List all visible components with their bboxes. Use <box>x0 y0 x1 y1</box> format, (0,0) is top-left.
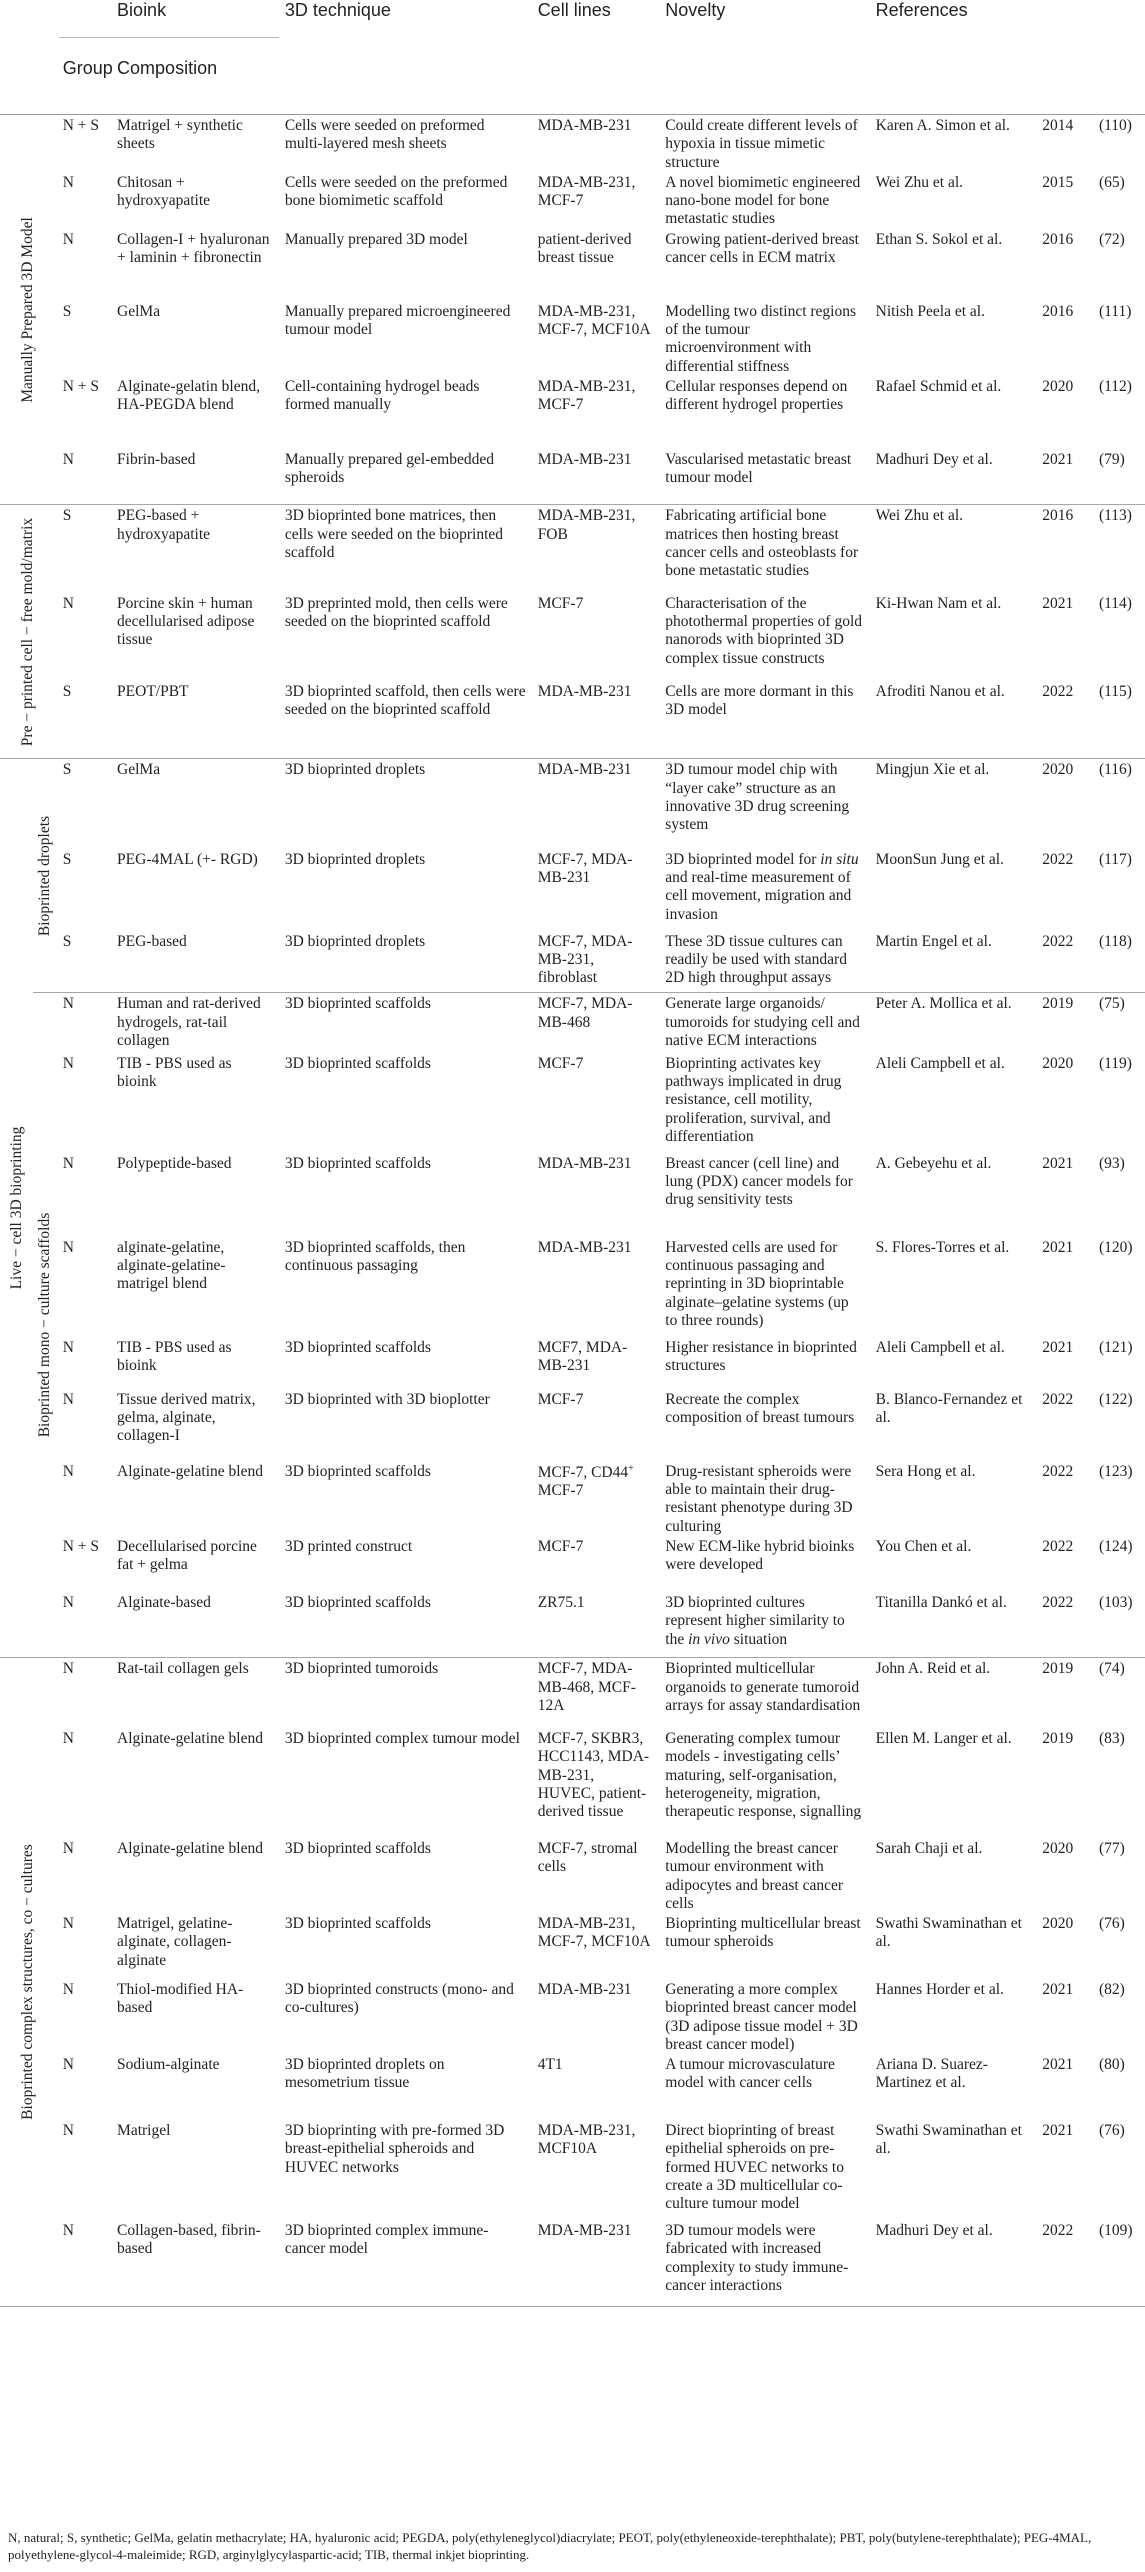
cell-novelty: A tumour microvasculature model with cancer cells <box>665 2056 835 2092</box>
cell-lines: MDA-MB-231, FOB <box>537 507 636 543</box>
cell-lines: MCF-7, MDA-MB-468, MCF-12A <box>537 1660 636 1714</box>
cell-technique: Cells were seeded on preformed multi-layered mesh sheets <box>284 117 485 153</box>
cell-year: 2020 <box>1042 761 1074 779</box>
cell-group: N <box>62 1462 74 1480</box>
cell-lines: MDA-MB-231 <box>537 761 632 779</box>
cell-author: A. Gebeyehu et al. <box>875 1154 992 1172</box>
cell-lines: MCF-7 <box>537 594 584 612</box>
cell-author: Wei Zhu et al. <box>875 507 964 525</box>
cell-group: N <box>62 173 74 191</box>
cell-novelty: New ECM-like hybrid bioinks were developed <box>665 1537 855 1574</box>
cell-technique: 3D bioprinted complex tumour model <box>284 1729 520 1747</box>
cell-composition: Polypeptide-based <box>117 1154 232 1172</box>
cell-lines: MCF7, MDA-MB-231 <box>537 1338 628 1375</box>
cell-technique: Cell-containing hydrogel beads formed manually <box>284 377 480 414</box>
header-composition: Composition <box>111 38 279 115</box>
cell-ref: (80) <box>1098 2056 1125 2074</box>
cell-composition: Thiol-modified HA-based <box>117 1981 244 2017</box>
cell-composition: Alginate-based <box>111 1592 279 1658</box>
table-row <box>0 593 1145 681</box>
cell-composition: Human and rat-derived hydrogels, rat-tail collagen <box>117 995 261 1049</box>
cell-group: N <box>62 1154 74 1172</box>
cell-year: 2022 <box>1036 681 1093 759</box>
cell-group: N <box>62 1338 74 1356</box>
cell-author: Nitish Peela et al. <box>875 302 985 320</box>
cell-lines: MDA-MB-231 <box>537 117 632 134</box>
table-row <box>0 1237 1145 1337</box>
cell-ref: (93) <box>1098 1154 1125 1172</box>
table-row <box>0 115 1145 172</box>
cell-composition: Alginate-gelatine blend <box>117 1729 263 1747</box>
cell-novelty: Breast cancer (cell line) and lung (PDX) cancer models for drug sensitivity tests <box>665 1154 853 1209</box>
cell-composition: Fibrin-based <box>111 449 279 505</box>
cell-composition: Alginate-gelatine blend <box>117 1839 263 1857</box>
cell-lines: MDA-MB-231 <box>537 1238 632 1256</box>
cell-group: N <box>62 1915 74 1933</box>
cell-year: 2019 <box>1042 1660 1074 1678</box>
cell-year: 2019 <box>1042 995 1074 1013</box>
cell-ref: (76) <box>1098 2122 1125 2140</box>
cell-technique: 3D bioprinting with pre-formed 3D breast-epithelial spheroids and HUVEC networks <box>284 2122 505 2176</box>
cell-technique: 3D bioprinted scaffolds <box>284 1154 431 1172</box>
cell-lines: MCF-7, MDA-MB-231 <box>537 850 633 887</box>
cell-group: N + S <box>62 117 100 134</box>
cell-technique: 3D bioprinted constructs (mono- and co-cultures) <box>284 1981 514 2017</box>
cell-author: Peter A. Mollica et al. <box>875 995 1012 1013</box>
cell-composition: Collagen-based, fibrin-based <box>111 2220 279 2306</box>
table-row <box>0 759 1145 849</box>
header-references: References <box>875 0 968 20</box>
cell-novelty: These 3D tissue cultures can readily be used with standard 2D high throughput assays <box>659 931 869 993</box>
cell-author: Madhuri Dey et al. <box>870 2220 1037 2306</box>
cell-novelty: Characterisation of the photothermal properties of gold nanorods with bioprinted 3D complex tissue constructs <box>665 594 863 667</box>
category-manual: Manually Prepared 3D Model <box>0 115 57 505</box>
cell-technique: 3D bioprinted complex immune-cancer model <box>279 2220 532 2306</box>
cell-author: Aleli Campbell et al. <box>875 1054 1005 1072</box>
table-row <box>0 931 1145 993</box>
cell-lines: MCF-7, stromal cells <box>537 1839 638 1876</box>
cell-year: 2021 <box>1042 2056 1074 2074</box>
cell-novelty: Generating complex tumour models - investigating cells’ maturing, self-organisation, heterogeneity, migration, therapeutic response, signalling <box>665 1729 862 1821</box>
cell-author: Sera Hong et al. <box>875 1462 976 1480</box>
cell-author: John A. Reid et al. <box>875 1660 991 1678</box>
cell-author: Ellen M. Langer et al. <box>875 1729 1012 1747</box>
cell-technique: Manually prepared gel-embedded spheroids <box>279 449 532 505</box>
cell-ref: (119) <box>1098 1054 1132 1072</box>
cell-novelty: 3D bioprinted model for in situ and real-time measurement of cell movement, migration and invasion <box>665 850 859 923</box>
table-row <box>0 1728 1145 1838</box>
cell-lines: MDA-MB-231, MCF-7 <box>537 173 636 210</box>
cell-lines: MDA-MB-231, MCF10A <box>537 2122 636 2158</box>
cell-novelty: Cells are more dormant in this 3D model <box>659 681 869 759</box>
cell-ref: (117) <box>1098 850 1132 868</box>
cell-composition: TIB - PBS used as bioink <box>117 1054 232 1091</box>
cell-year: 2022 <box>1036 931 1093 993</box>
cell-author: Martin Engel et al. <box>870 931 1037 993</box>
table-row <box>0 505 1145 593</box>
cell-lines: MDA-MB-231, MCF-7, MCF10A <box>537 302 651 338</box>
cell-technique: 3D bioprinted tumoroids <box>284 1660 439 1678</box>
cell-ref: (116) <box>1098 761 1132 779</box>
cell-author: Madhuri Dey et al. <box>870 449 1037 505</box>
cell-novelty: Fabricating artificial bone matrices then hosting breast cancer cells and osteoblasts for bone metastatic studies <box>665 507 859 580</box>
cell-group: N <box>62 1839 74 1857</box>
cell-year: 2014 <box>1042 117 1074 134</box>
cell-group: N <box>62 2056 74 2074</box>
table-row <box>0 172 1145 229</box>
cell-group: N <box>62 1238 74 1256</box>
cell-technique: Cells were seeded on the preformed bone biomimetic scaffold <box>284 173 508 210</box>
cell-novelty: Vascularised metastatic breast tumour model <box>659 449 869 505</box>
cell-year: 2021 <box>1042 1154 1074 1172</box>
cell-year: 2022 <box>1042 1537 1074 1555</box>
cell-group: S <box>62 761 72 779</box>
cell-ref: (110) <box>1098 117 1132 134</box>
cell-lines: ZR75.1 <box>532 1592 660 1658</box>
cell-novelty: Higher resistance in bioprinted structures <box>665 1338 857 1375</box>
cell-group: S <box>62 850 72 868</box>
cell-author: Karen A. Simon et al. <box>875 117 1010 134</box>
cell-group: N <box>57 2220 111 2306</box>
table-row <box>0 1337 1145 1389</box>
cell-technique: 3D bioprinted scaffolds <box>284 995 431 1013</box>
cell-group: N <box>62 594 74 612</box>
cell-composition: GelMa <box>117 761 161 779</box>
cell-year: 2022 <box>1036 1592 1093 1658</box>
cell-author: Ki-Hwan Nam et al. <box>875 594 1002 612</box>
cell-technique: 3D bioprinted with 3D bioplotter <box>284 1390 490 1408</box>
cell-technique: Manually prepared microengineered tumour model <box>284 302 511 338</box>
cell-ref: (72) <box>1098 230 1125 248</box>
cell-composition: Sodium-alginate <box>117 2056 220 2074</box>
cell-author: Rafael Schmid et al. <box>875 377 1002 395</box>
table-row <box>0 1153 1145 1237</box>
cell-ref: (75) <box>1098 995 1125 1013</box>
cell-lines: MDA-MB-231 <box>537 1981 632 1999</box>
category-complex: Bioprinted complex structures, co − cultures <box>0 1658 57 2306</box>
cell-ref: (121) <box>1098 1338 1133 1356</box>
cell-group: N <box>62 995 74 1013</box>
cell-year: 2016 <box>1042 302 1074 320</box>
cell-composition: Decellularised porcine fat + gelma <box>117 1537 257 1574</box>
cell-novelty: Direct bioprinting of breast epithelial spheroids on pre-formed HUVEC networks to create a 3D multicellular co-culture tumour model <box>665 2122 844 2213</box>
cell-author: Wei Zhu et al. <box>875 173 964 191</box>
cell-novelty: Could create different levels of hypoxia in tissue mimetic structure <box>665 117 858 171</box>
cell-author: MoonSun Jung et al. <box>875 850 1004 868</box>
cell-novelty: Generate large organoids/ tumoroids for studying cell and native ECM interactions <box>665 995 860 1049</box>
cell-novelty: Harvested cells are used for continuous passaging and reprinting in 3D bioprintable alginate–gelatine systems (up to three rounds) <box>665 1238 849 1329</box>
cell-group: S <box>57 931 111 993</box>
table-row <box>0 681 1145 759</box>
cell-group: N <box>62 1054 74 1072</box>
header-technique: 3D technique <box>284 0 391 20</box>
table-row <box>0 849 1145 931</box>
cell-author: Titanilla Dankó et al. <box>870 1592 1037 1658</box>
cell-year: 2022 <box>1042 1390 1074 1408</box>
cell-year: 2021 <box>1036 449 1093 505</box>
cell-composition: GelMa <box>117 302 161 320</box>
cell-year: 2020 <box>1042 377 1074 395</box>
cell-composition: Matrigel + synthetic sheets <box>117 117 243 153</box>
table-row <box>0 1389 1145 1461</box>
cell-group: S <box>62 302 72 320</box>
table-row <box>0 1461 1145 1536</box>
cell-composition: Matrigel <box>117 2122 171 2140</box>
table-row <box>0 449 1145 505</box>
cell-lines: 4T1 <box>537 2056 563 2074</box>
cell-group: S <box>62 507 72 525</box>
cell-composition: TIB - PBS used as bioink <box>117 1338 232 1375</box>
cell-technique: 3D bioprinted scaffolds <box>279 1592 532 1658</box>
cell-year: 2022 <box>1036 2220 1093 2306</box>
cell-technique: 3D bioprinted droplets <box>284 761 426 779</box>
cell-ref: (76) <box>1098 1915 1125 1933</box>
cell-lines: MDA-MB-231 <box>532 2220 660 2306</box>
cell-group: N + S <box>62 377 100 395</box>
cell-composition: Porcine skin + human decellularised adipose tissue <box>117 594 255 649</box>
cell-year: 2020 <box>1042 1915 1074 1933</box>
cell-composition: Chitosan + hydroxyapatite <box>117 173 211 210</box>
cell-ref: (122) <box>1098 1390 1133 1408</box>
header-bioink: Bioink <box>111 0 279 38</box>
cell-lines: MDA-MB-231, MCF-7, MCF10A <box>537 1915 651 1951</box>
cell-year: 2022 <box>1042 850 1074 868</box>
cell-technique: 3D bioprinted scaffolds <box>284 1839 431 1857</box>
cell-composition: alginate-gelatine, alginate-gelatine-matrigel blend <box>117 1238 226 1293</box>
cell-year: 2016 <box>1042 507 1074 525</box>
cell-technique: 3D bioprinted scaffolds <box>284 1462 431 1480</box>
cell-author: S. Flores-Torres et al. <box>875 1238 1010 1256</box>
cell-lines: MCF-7, MDA-MB-468 <box>537 995 633 1031</box>
cell-lines: MCF-7 <box>537 1054 584 1072</box>
table-row <box>0 2054 1145 2120</box>
cell-ref: (120) <box>1098 1238 1133 1256</box>
category-mono: Bioprinted mono − culture scaffolds <box>33 993 57 1658</box>
cell-author: Ariana D. Suarez-Martinez et al. <box>875 2056 988 2092</box>
category-droplets: Bioprinted droplets <box>33 759 57 993</box>
cell-composition: PEG-based <box>111 931 279 993</box>
cell-composition: PEG-4MAL (+- RGD) <box>117 850 258 868</box>
cell-lines: MCF-7, MDA-MB-231, fibroblast <box>532 931 660 993</box>
cell-year: 2020 <box>1042 1839 1074 1857</box>
cell-technique: 3D printed construct <box>284 1537 413 1555</box>
header-novelty: Novelty <box>665 0 726 20</box>
cell-lines: MCF-7 <box>537 1537 584 1555</box>
cell-year: 2020 <box>1042 1054 1074 1072</box>
table-row <box>0 1913 1145 1979</box>
cell-ref: (114) <box>1098 594 1132 612</box>
table-row <box>0 2220 1145 2306</box>
cell-ref: (118) <box>1093 931 1145 993</box>
cell-author: Swathi Swaminathan et al. <box>875 2122 1022 2158</box>
cell-lines: MDA-MB-231 <box>537 1154 632 1172</box>
cell-novelty: Modelling the breast cancer tumour environment with adipocytes and breast cancer cells <box>665 1839 844 1912</box>
cell-technique: Manually prepared 3D model <box>284 230 468 248</box>
cell-year: 2016 <box>1042 230 1074 248</box>
table-row <box>0 301 1145 376</box>
cell-composition: Matrigel, gelatine-alginate, collagen-alginate <box>117 1915 233 1969</box>
cell-group: N + S <box>62 1537 100 1555</box>
cell-ref: (115) <box>1093 681 1145 759</box>
cell-ref: (112) <box>1098 377 1132 395</box>
cell-composition: Alginate-gelatine blend <box>117 1462 263 1480</box>
cell-year: 2021 <box>1042 594 1074 612</box>
cell-novelty: Cellular responses depend on different hydrogel properties <box>665 377 848 414</box>
cell-novelty: Drug-resistant spheroids were able to maintain their drug-resistant phenotype during 3D culturing <box>665 1462 853 1535</box>
cell-author: Hannes Horder et al. <box>875 1981 1004 1999</box>
cell-ref: (82) <box>1098 1981 1125 1999</box>
cell-composition: PEG-based + hydroxyapatite <box>117 507 211 543</box>
cell-ref: (74) <box>1098 1660 1125 1678</box>
cell-year: 2021 <box>1042 1338 1074 1356</box>
cell-technique: 3D bioprinted scaffolds <box>284 1338 431 1356</box>
table-header <box>0 0 1145 115</box>
cell-composition: Tissue derived matrix, gelma, alginate, collagen-I <box>117 1390 256 1445</box>
cell-composition: Rat-tail collagen gels <box>117 1660 249 1678</box>
cell-year: 2021 <box>1042 1981 1074 1999</box>
header-cell-lines: Cell lines <box>537 0 611 20</box>
cell-composition: Collagen-I + hyaluronan + laminin + fibronectin <box>117 230 270 266</box>
cell-group: S <box>57 681 111 759</box>
cell-group: N <box>62 1660 74 1678</box>
cell-author: Swathi Swaminathan et al. <box>875 1915 1022 1951</box>
cell-group: N <box>62 2122 74 2140</box>
cell-technique: 3D bioprinted bone matrices, then cells were seeded on the bioprinted scaffold <box>284 507 504 561</box>
cell-group: N <box>57 449 111 505</box>
table-row <box>0 229 1145 301</box>
cell-ref: (79) <box>1093 449 1145 505</box>
cell-lines: MCF-7, CD44+ MCF-7 <box>537 1462 634 1500</box>
cell-novelty: Growing patient-derived breast cancer cells in ECM matrix <box>665 230 859 266</box>
table-row <box>0 1979 1145 2054</box>
cell-novelty: 3D bioprinted cultures represent higher similarity to the in vivo situation <box>659 1592 869 1658</box>
table-row <box>0 1536 1145 1592</box>
table-body <box>0 115 1145 2307</box>
cell-group: N <box>57 1592 111 1658</box>
cell-lines: MCF-7 <box>537 1390 584 1408</box>
cell-lines: MDA-MB-231 <box>532 449 660 505</box>
cell-author: B. Blanco-Fernandez et al. <box>875 1390 1023 1427</box>
cell-group: N <box>62 1981 74 1999</box>
cell-novelty: 3D tumour models were fabricated with increased complexity to study immune-cancer interactions <box>659 2220 869 2306</box>
cell-year: 2022 <box>1042 1462 1074 1480</box>
cell-technique: 3D bioprinted droplets <box>284 850 426 868</box>
cell-novelty: Bioprinted multicellular organoids to generate tumoroid arrays for assay standardisation <box>665 1660 861 1714</box>
cell-technique: 3D bioprinted scaffolds <box>284 1054 431 1072</box>
cell-ref: (113) <box>1098 507 1132 525</box>
cell-author: Ethan S. Sokol et al. <box>875 230 1003 248</box>
cell-composition: Alginate-gelatin blend, HA-PEGDA blend <box>117 377 260 414</box>
cell-ref: (111) <box>1098 302 1132 320</box>
cell-ref: (83) <box>1098 1729 1125 1747</box>
cell-novelty: Generating a more complex bioprinted breast cancer model (3D adipose tissue model + 3D breast cancer model) <box>665 1981 858 2053</box>
cell-lines: MDA-MB-231, MCF-7 <box>537 377 636 414</box>
table-row <box>0 1838 1145 1913</box>
cell-novelty: Recreate the complex composition of breast tumours <box>665 1390 855 1427</box>
cell-group: N <box>62 1729 74 1747</box>
cell-year: 2019 <box>1042 1729 1074 1747</box>
cell-novelty: Bioprinting multicellular breast tumour spheroids <box>665 1915 861 1951</box>
cell-ref: (123) <box>1098 1462 1133 1480</box>
cell-year: 2021 <box>1042 1238 1074 1256</box>
cell-novelty: Bioprinting activates key pathways implicated in drug resistance, cell motility, proliferation, survival, and differentiation <box>665 1054 842 1145</box>
table-row <box>0 376 1145 449</box>
header-group: Group <box>57 38 111 115</box>
cell-lines: patient-derived breast tissue <box>537 230 632 266</box>
cell-lines: MDA-MB-231 <box>532 681 660 759</box>
table-row <box>0 1592 1145 1658</box>
cell-technique: 3D bioprinted droplets on mesometrium tissue <box>284 2056 445 2092</box>
table-footnote: N, natural; S, synthetic; GelMa, gelatin methacrylate; HA, hyaluronic acid; PEGDA, poly(ethyleneglycol)diacrylate; PEOT, poly(ethyleneoxide-terephthalate); PBT, poly(butylene-terephthalate); PEG-4MAL, polyethylene-glycol-4-maleimide; RGD, arginylglycylaspartic-acid; TIB, thermal inkjet bioprinting. <box>8 2530 1092 2562</box>
cell-group: N <box>62 230 74 248</box>
cell-year: 2015 <box>1042 173 1074 191</box>
cell-novelty: 3D tumour model chip with “layer cake” structure as an innovative 3D drug screening system <box>665 761 850 834</box>
cell-author: Afroditi Nanou et al. <box>870 681 1037 759</box>
table-row <box>0 993 1145 1053</box>
category-preprinted: Pre − printed cell − free mold/matrix <box>0 505 57 759</box>
cell-technique: 3D bioprinted droplets <box>279 931 532 993</box>
category-live: Live − cell 3D bioprinting <box>0 759 33 1658</box>
table-row <box>0 1658 1145 1728</box>
cell-group: N <box>62 1390 74 1408</box>
cell-author: Mingjun Xie et al. <box>875 761 990 779</box>
cell-ref: (65) <box>1098 173 1125 191</box>
cell-author: Sarah Chaji et al. <box>875 1839 983 1857</box>
cell-composition: PEOT/PBT <box>111 681 279 759</box>
table-row <box>0 2120 1145 2220</box>
cell-year: 2021 <box>1042 2122 1074 2140</box>
cell-technique: 3D preprinted mold, then cells were seeded on the bioprinted scaffold <box>284 594 508 631</box>
cell-ref: (124) <box>1098 1537 1133 1555</box>
cell-novelty: Modelling two distinct regions of the tumour microenvironment with differential stiffness <box>665 302 857 375</box>
cell-novelty: A novel biomimetic engineered nano-bone model for bone metastatic studies <box>665 173 861 228</box>
table-row <box>0 1053 1145 1153</box>
cell-ref: (109) <box>1093 2220 1145 2306</box>
cell-technique: 3D bioprinted scaffold, then cells were seeded on the bioprinted scaffold <box>279 681 532 759</box>
cell-author: You Chen et al. <box>875 1537 972 1555</box>
cell-ref: (103) <box>1093 1592 1145 1658</box>
cell-technique: 3D bioprinted scaffolds, then continuous passaging <box>284 1238 466 1275</box>
cell-technique: 3D bioprinted scaffolds <box>284 1915 431 1933</box>
cell-ref: (77) <box>1098 1839 1125 1857</box>
cell-author: Aleli Campbell et al. <box>875 1338 1005 1356</box>
cell-lines: MCF-7, SKBR3, HCC1143, MDA-MB-231, HUVEC, patient-derived tissue <box>537 1729 650 1821</box>
